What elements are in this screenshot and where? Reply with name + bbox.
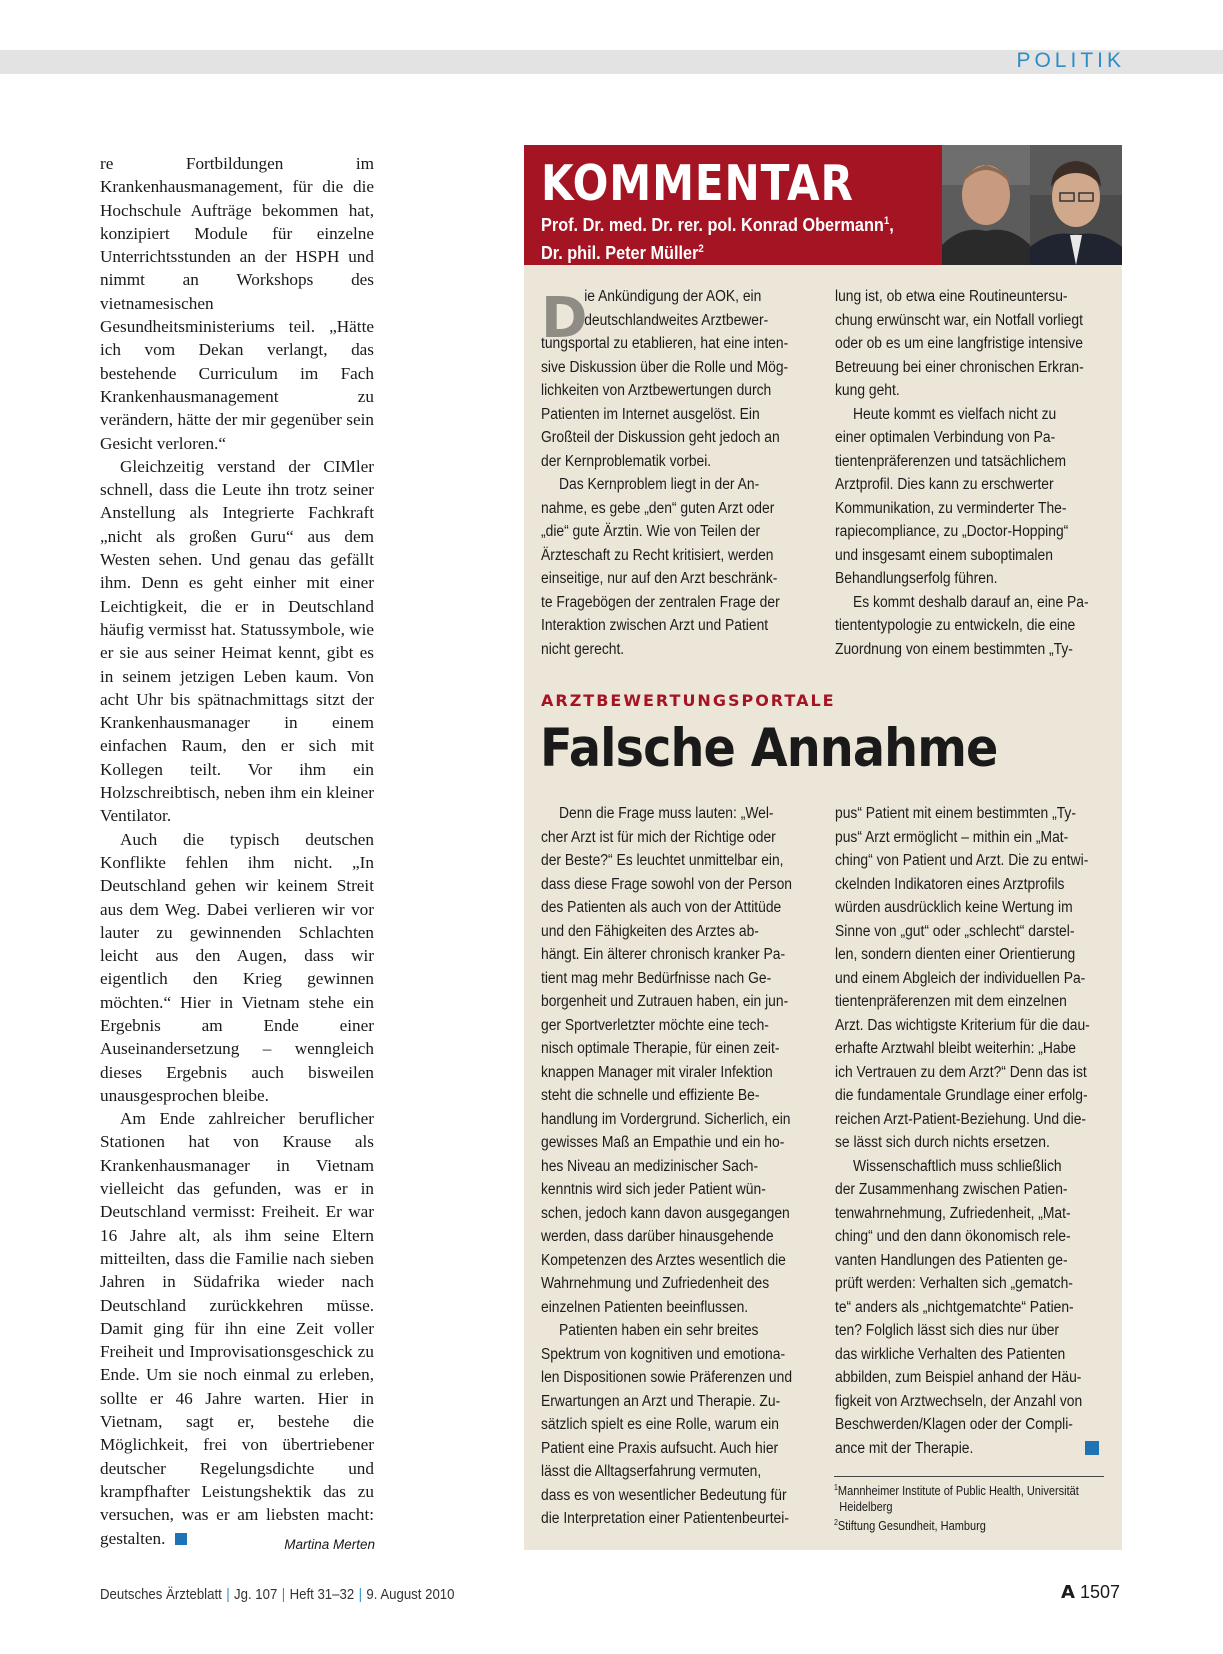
line: Wahrnehmung und Zufriedenheit des	[541, 1275, 770, 1292]
line: dass diese Frage sowohl von der Person	[541, 875, 793, 893]
line: erhafte Arztwahl bleibt weiterhin: „Habe	[835, 1040, 1076, 1057]
line: einer optimalen Verbindung von Pa-	[835, 429, 1056, 446]
line: reichen Arzt-Patient-Beziehung. Und die-	[835, 1110, 1087, 1128]
author-1-sup: 1	[883, 215, 890, 227]
line: einzelnen Patienten beeinflussen.	[541, 1298, 749, 1316]
line: Interaktion zwischen Arzt und Patient	[541, 617, 769, 634]
line: tientenpräferenzen und tatsächlichem	[835, 452, 1067, 470]
headline: Falsche Annahme	[540, 718, 998, 779]
end-mark-icon	[175, 1533, 187, 1545]
line: „die“ gute Ärztin. Wie von Teilen der	[541, 523, 761, 540]
line: kenntnis wird sich jeder Patient wün-	[541, 1181, 766, 1198]
line: Patient eine Praxis aufsucht. Auch hier	[541, 1439, 779, 1457]
line: die Interpretation einer Patientenbeurtei-	[541, 1510, 789, 1527]
line: Behandlungserfolg führen.	[835, 570, 998, 587]
line: se lässt sich durch nichts ersetzen.	[835, 1134, 1050, 1151]
drop-cap: D	[541, 286, 588, 351]
line: Erwartungen an Arzt und Therapie. Zu-	[541, 1392, 781, 1410]
line: tenwahrnehmung, Zufriedenheit, „Mat-	[835, 1204, 1071, 1222]
line: te Fragebögen der zentralen Frage der	[541, 593, 780, 611]
left-paragraph-3: Auch die typisch deutschen Konflikte fehlen ihm nicht. „In Deutschland gehen wir keinem Streit aus dem Weg. Dabei verlieren wir vor lauter zu gewinnenden Schlachten leicht aus den Augen, dass wir eigentlich den Krieg gewinnen möchten.“ Hier in Vietnam stehe ein Ergebnis am Ende einer Auseinandersetzung – wenngleich dieses Ergebnis auch bisweilen unausgesprochen bleibe.	[100, 829, 374, 1105]
journal-name: Deutsches Ärzteblatt	[100, 1586, 222, 1603]
left-paragraph-4	[100, 1107, 374, 1550]
line	[835, 1437, 1076, 1461]
line: lichkeiten von Arztbewertungen durch	[541, 382, 772, 399]
line: cher Arzt ist für mich der Richtige oder	[541, 828, 776, 846]
line: rapiecompliance, zu „Doctor-Hopping“	[835, 523, 1069, 540]
author-1: Prof. Dr. med. Dr. rer. pol. Konrad Obermann	[541, 214, 884, 236]
end-mark-icon	[1085, 1441, 1099, 1455]
line: lung ist, ob etwa eine Routineuntersu-	[835, 288, 1068, 305]
line: Sinne von „gut“ oder „schlecht“ darstel-	[835, 922, 1075, 940]
comment-col-2	[835, 285, 1089, 661]
line: oder ob es um eine langfristige intensive	[835, 335, 1083, 352]
line: tientenpräferenzen mit dem einzelnen	[835, 993, 1067, 1010]
line: ger Sportverletzter möchte eine tech-	[541, 1016, 769, 1034]
line: dass es von wesentlicher Bedeutung für	[541, 1486, 787, 1504]
footnote-1-line-2: Heidelberg	[839, 1500, 893, 1515]
comment-authors	[541, 209, 894, 265]
issue-date: 9. August 2010	[366, 1586, 455, 1603]
line: ie Ankündigung der AOK, ein	[584, 288, 762, 305]
line: vanten Handlungen des Patienten ge-	[835, 1251, 1068, 1269]
left-paragraph-1: re Fortbildungen im Krankenhausmanagement, für die die Hochschule Aufträge bekommen hat, konzipiert Module für einzelne Unterrichtsstunden an der HSPH und nimmt an Workshops des vietnamesischen Gesundheitsministeriums teil. „Hätte ich vom Dekan verlangt, das bestehende Curriculum im Fach Krankenhausmanagement zu verändern, hätte der mir gegenüber sein Gesicht verloren.“	[100, 154, 374, 453]
line: nahme, es gebe „den“ guten Arzt oder	[541, 499, 775, 517]
line: figkeit von Arztwechseln, der Anzahl von	[835, 1392, 1083, 1410]
page-number	[1061, 1582, 1120, 1603]
section-label: POLITIK	[1016, 49, 1125, 72]
separator: |	[358, 1586, 363, 1603]
comment-col-1	[541, 285, 789, 661]
line: hes Niveau an medizinischer Sach-	[541, 1157, 759, 1175]
line: einseitige, nur auf den Arzt beschränk-	[541, 570, 778, 587]
line: borgenheit und Zutrauen haben, ein jun-	[541, 993, 789, 1010]
footnote-rule	[834, 1476, 1104, 1477]
line: der Zusammenhang zwischen Patien-	[835, 1181, 1068, 1198]
line: kung geht.	[835, 382, 900, 399]
footnote-2-number: 2	[834, 1518, 838, 1528]
article-author: Martina Merten	[284, 1537, 375, 1552]
page-prefix: A	[1061, 1582, 1075, 1603]
line: Beschwerden/Klagen oder der Compli-	[835, 1416, 1073, 1433]
issue: Heft 31–32	[289, 1586, 355, 1603]
kicker: ARZTBEWERTUNGSPORTALE	[541, 691, 836, 710]
line: Arztprofil. Dies kann zu erschwerter	[835, 476, 1054, 493]
line: tiententypologie zu entwickeln, die eine	[835, 617, 1076, 634]
line: Spektrum von kognitiven und emotiona-	[541, 1345, 786, 1363]
separator: |	[281, 1586, 286, 1603]
volume: Jg. 107	[234, 1586, 278, 1603]
footnotes	[834, 1480, 1098, 1534]
line: prüft werden: Verhalten sich „gematch-	[835, 1275, 1073, 1292]
portrait-2-icon	[1030, 145, 1122, 265]
line: Denn die Frage muss lauten: „Wel-	[559, 805, 774, 822]
footnote-1-number: 1	[834, 1483, 838, 1492]
line: nisch optimale Therapie, für einen zeit-	[541, 1040, 780, 1057]
line: len, sondern dienten einer Orientierung	[835, 946, 1076, 963]
line: lässt die Alltagserfahrung vermuten,	[541, 1463, 762, 1480]
author-photo-1	[942, 145, 1030, 265]
line: Patienten haben ein sehr breites	[559, 1322, 759, 1339]
line: sätzlich spielt es eine Rolle, warum ein	[541, 1416, 779, 1433]
footnote-2-text: Stiftung Gesundheit, Hamburg	[837, 1519, 986, 1534]
line: Arzt. Das wichtigste Kriterium für die dau-	[835, 1016, 1090, 1034]
left-article-column	[100, 152, 374, 1550]
line: sive Diskussion über die Rolle und Mög-	[541, 358, 789, 376]
line: hängt. Ein älterer chronisch kranker Pa-	[541, 946, 786, 963]
line: chung erwünscht war, ein Notfall vorliegt	[835, 311, 1083, 329]
line: und den Fähigkeiten des Arztes ab-	[541, 922, 759, 940]
line: len Dispositionen sowie Präferenzen und	[541, 1369, 793, 1386]
author-photo-2	[1030, 145, 1122, 265]
line: ching“ von Patient und Arzt. Die zu entwi-	[835, 852, 1089, 869]
line: steht die schnelle und effiziente Be-	[541, 1087, 760, 1104]
line: knappen Manager mit viraler Infektion	[541, 1063, 773, 1081]
page-num: 1507	[1079, 1582, 1120, 1602]
footer-citation	[100, 1586, 454, 1603]
separator: |	[226, 1586, 230, 1603]
comment-title: KOMMENTAR	[541, 155, 854, 212]
line: deutschlandweites Arztbewer-	[584, 311, 769, 329]
left-paragraph-4-text: Am Ende zahlreicher beruflicher Stationen hat von Krause als Krankenhausmanager in Vietnam vielleicht das gefunden, was er in Deutschland vermisst: Freiheit. Er war 16 Jahre alt, als ihm seine Eltern mitteilten, dass die Familie nach sieben Jahren in Südafrika wieder nach Deutschland zurückkehren müsse. Damit ging für ihn eine Zeit voller Freiheit und Improvisationsgeschick zu Ende. Um sie noch einmal zu erleben, sollte er 46 Jahre warten. Hier in Vietnam, sagt er, bestehe die Möglichkeit, frei von übertriebener deutscher Regelungsdichte und krampfhafter Leistungshektik das zu versuchen, was er am liebsten macht: gestalten.	[100, 1109, 374, 1548]
line: nicht gerecht.	[541, 640, 625, 658]
line: handlung im Vordergrund. Sicherlich, ein	[541, 1110, 791, 1128]
line: und einem Abgleich der individuellen Pa-	[835, 969, 1086, 987]
line: Es kommt deshalb darauf an, eine Pa-	[853, 593, 1089, 611]
line: Kompetenzen des Arztes wesentlich die	[541, 1251, 786, 1269]
line: der Kernproblematik vorbei.	[541, 452, 712, 470]
portrait-1-icon	[942, 145, 1030, 265]
line: gewisses Maß an Empathie und ein ho-	[541, 1134, 785, 1151]
author-1-suffix: ,	[889, 214, 894, 236]
line: Ärzteschaft zu Recht kritisiert, werden	[541, 546, 774, 564]
comment-col-3	[541, 802, 793, 1531]
line: würden ausdrücklich keine Wertung im	[835, 899, 1073, 916]
line: Kommunikation, zu verminderter The-	[835, 499, 1067, 517]
line: Heute kommt es vielfach nicht zu	[853, 405, 1057, 423]
line: die fundamentale Grundlage einer erfolg-	[835, 1087, 1088, 1104]
line: ckelnden Indikatoren eines Arztprofils	[835, 875, 1065, 893]
comment-col-4	[835, 802, 1090, 1460]
line: Wissenschaftlich muss schließlich	[853, 1157, 1062, 1175]
line: ich Vertrauen zu dem Arzt?“ Denn das ist	[835, 1063, 1087, 1081]
line: pus“ Patient mit einem bestimmten „Ty-	[835, 805, 1076, 822]
line: werden, dass darüber hinausgehende	[541, 1228, 774, 1245]
line: Zuordnung von einem bestimmten „Ty-	[835, 640, 1073, 658]
line: schen, jedoch kann davon ausgegangen	[541, 1204, 790, 1222]
line: und insgesamt einem suboptimalen	[835, 546, 1053, 564]
author-2: Dr. phil. Peter Müller	[541, 242, 699, 264]
line: Betreuung bei einer chronischen Erkran-	[835, 358, 1084, 376]
line: ching“ und den dann ökonomisch rele-	[835, 1228, 1071, 1245]
line: pus“ Arzt ermöglicht – mithin ein „Mat-	[835, 828, 1069, 846]
left-paragraph-2: Gleichzeitig verstand der CIMler schnell, dass die Leute ihn trotz seiner Anstellung als Integrierte Fachkraft „nicht als großen Guru“ aus dem Westen sehen. Und genau das gefällt ihm. Denn es geht einher mit einer Leichtigkeit, die er in Deutschland häufig vermisst hat. Statussymbole, wie er sie aus seiner Heimat kennt, gibt es in seinem jetzigen Leben kaum. Von acht Uhr bis spätnachmittags sitzt der Krankenhausmanager in einem einfachen Raum, den er sich mit Kollegen teilt. Vor ihm ein Holzschreibtisch, neben ihm ein kleiner Ventilator.	[100, 456, 375, 826]
line: tungsportal zu etablieren, hat eine inten-	[541, 335, 789, 352]
line: Das Kernproblem liegt in der An-	[559, 476, 760, 493]
line: Großteil der Diskussion geht jedoch an	[541, 429, 780, 446]
line: Patienten im Internet ausgelöst. Ein	[541, 405, 760, 423]
footnote-1-line-1: Mannheimer Institute of Public Health, Universität	[837, 1484, 1079, 1499]
author-2-sup: 2	[698, 243, 704, 256]
line: te“ anders als „nichtgematchte“ Patien-	[835, 1298, 1074, 1316]
line: der Beste?“ Es leuchtet unmittelbar ein,	[541, 852, 784, 869]
line-text: ance mit der Therapie.	[835, 1439, 974, 1457]
line: tient mag mehr Bedürfnisse nach Ge-	[541, 969, 772, 987]
line: ten? Folglich lässt sich dies nur über	[835, 1322, 1060, 1339]
line: des Patienten als auch von der Attitüde	[541, 899, 782, 916]
line: das wirkliche Verhalten des Patienten	[835, 1345, 1066, 1363]
line: abbilden, zum Beispiel anhand der Häu-	[835, 1369, 1082, 1386]
